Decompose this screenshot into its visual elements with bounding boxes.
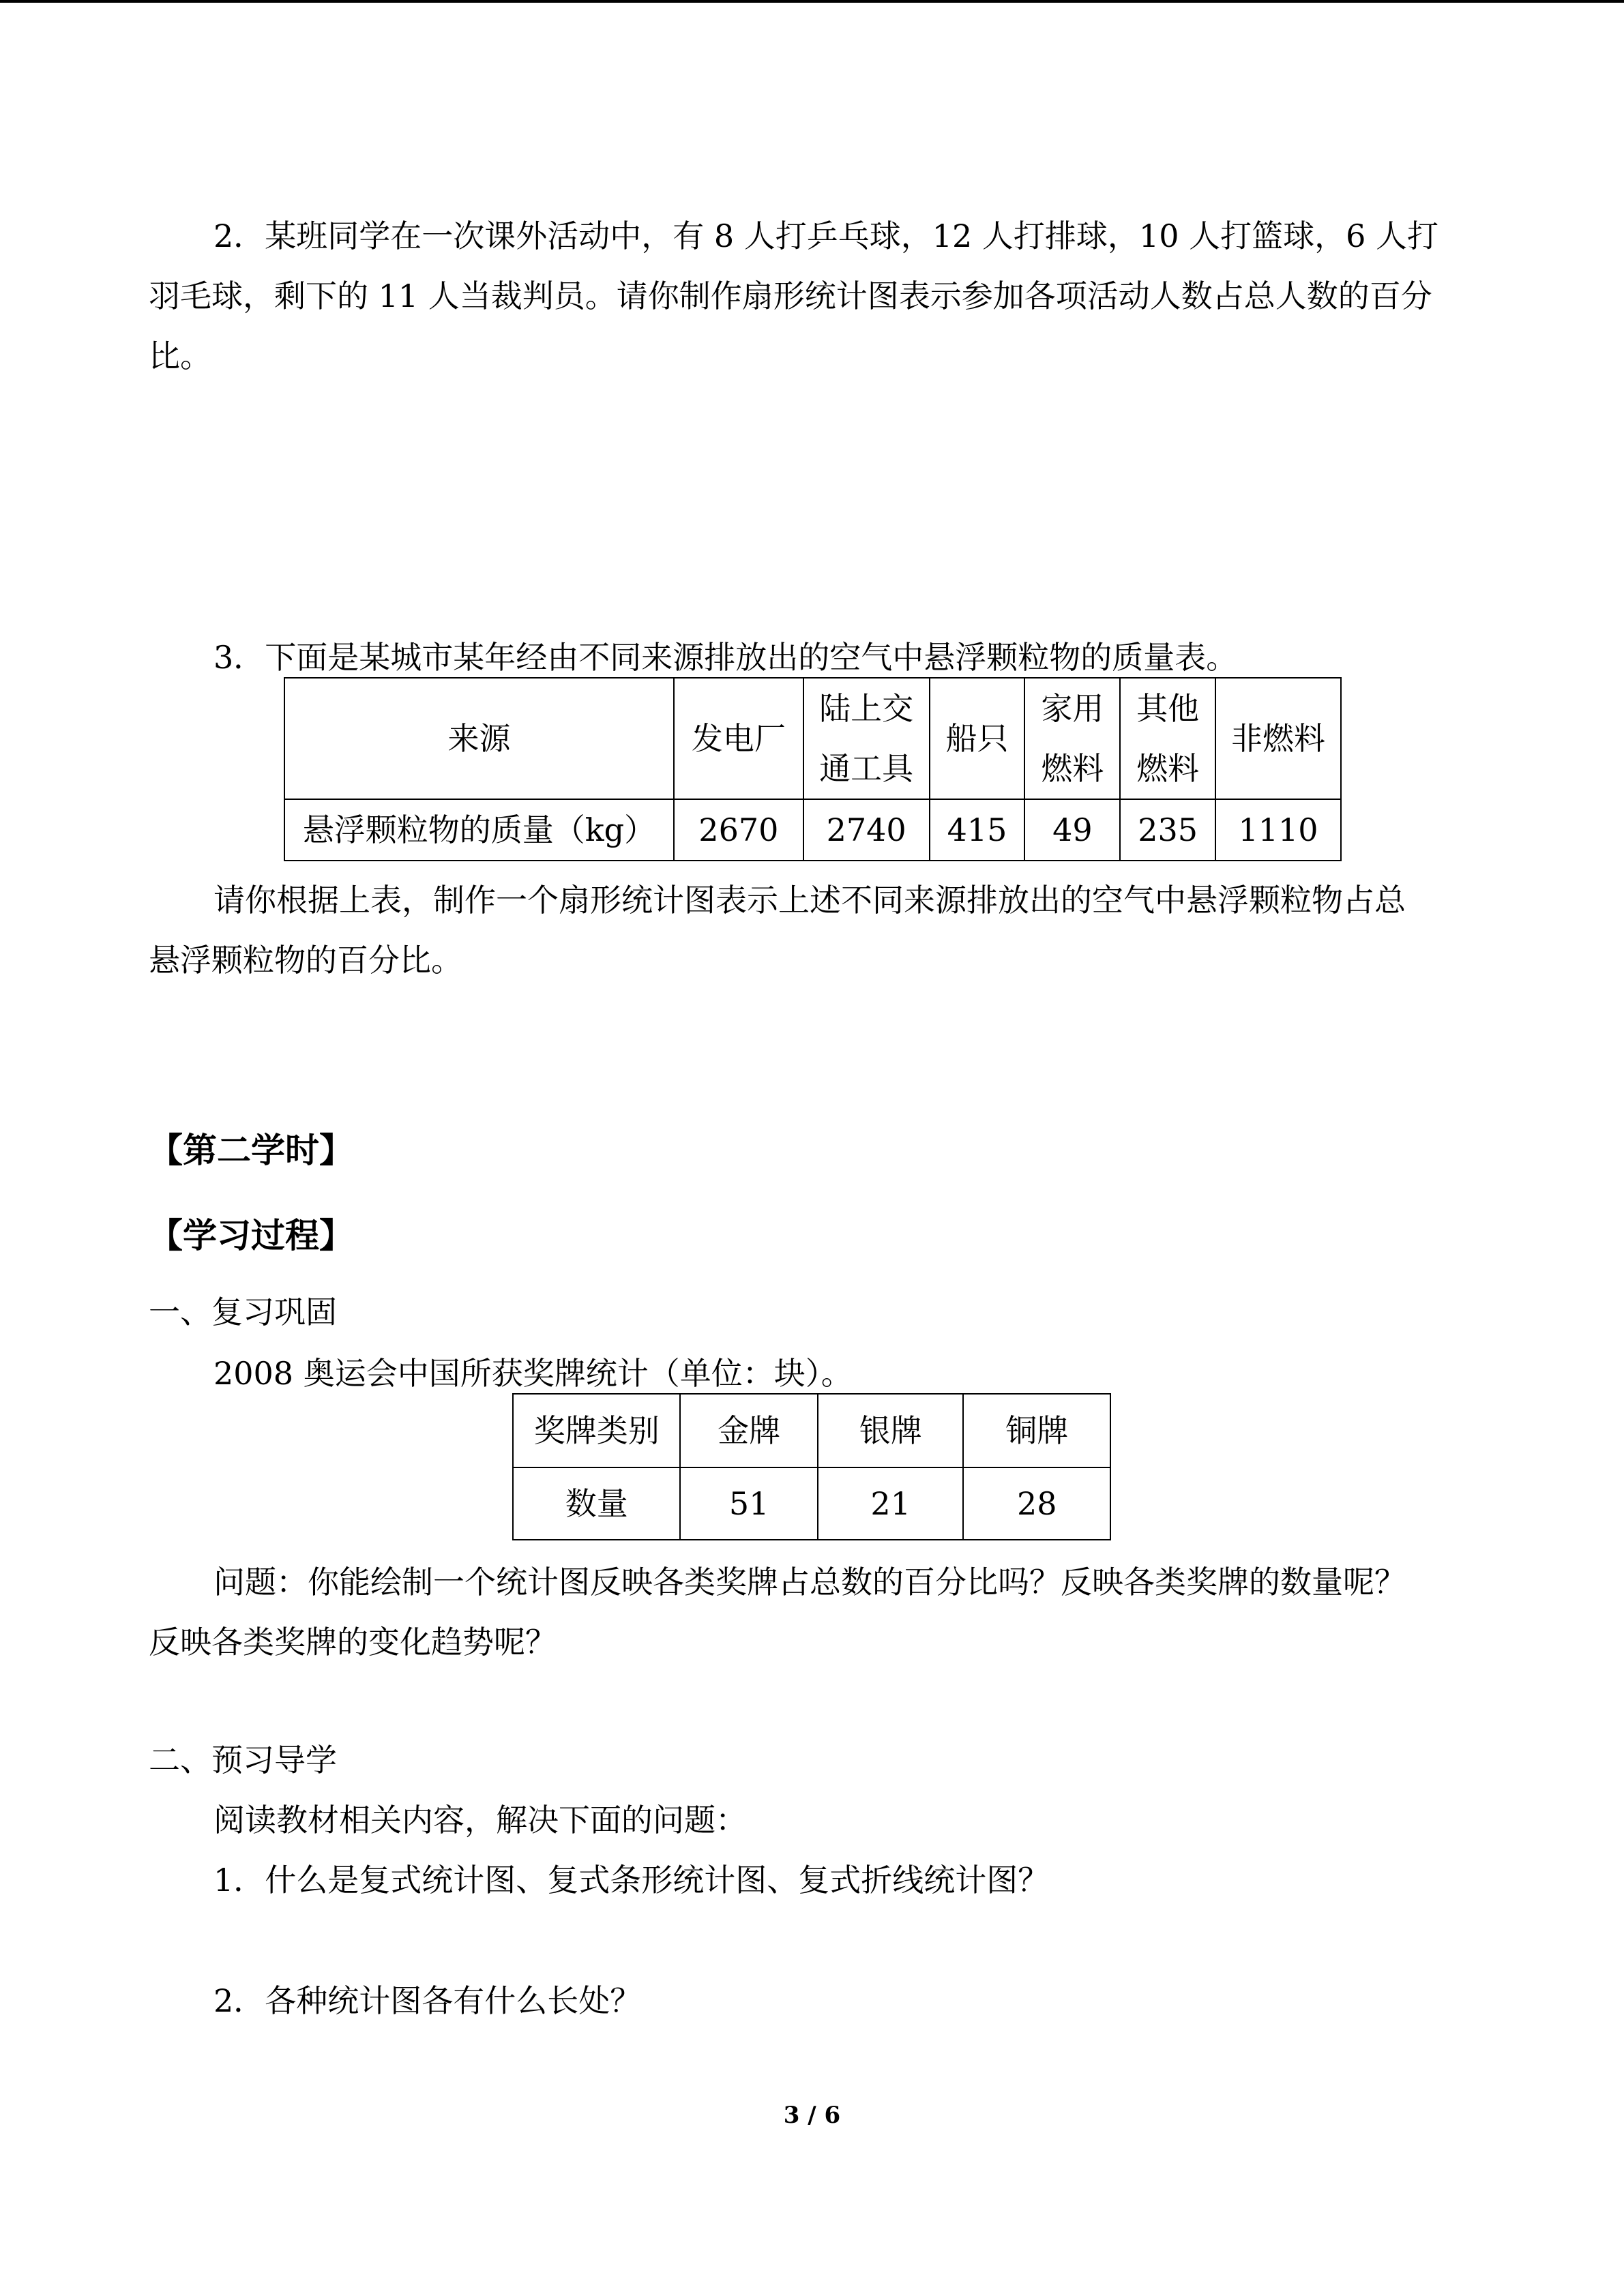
mass-row-label: 悬浮颗粒物的质量（kg） bbox=[284, 799, 674, 861]
source-name: 发电厂 bbox=[691, 720, 786, 757]
source-name: 非燃料 bbox=[1231, 720, 1326, 757]
source-cell bbox=[930, 678, 1025, 799]
source-header-label: 来源 bbox=[284, 678, 674, 799]
preview-instruction: 阅读教材相关内容，解决下面的问题： bbox=[213, 1802, 747, 1838]
problem-2-line-2: 羽毛球，剩下的 11 人当裁判员。请你制作扇形统计图表示参加各项活动人数占总人数的百分 bbox=[149, 278, 1432, 314]
source-name: 其他 bbox=[1136, 690, 1200, 727]
page-number: 3 / 6 bbox=[783, 2102, 841, 2129]
medal-table-caption: 2008 奥运会中国所获奖牌统计（单位：块）。 bbox=[213, 1355, 853, 1392]
source-cell bbox=[1024, 678, 1120, 799]
mass-value: 2740 bbox=[803, 799, 930, 861]
mass-value: 2670 bbox=[674, 799, 803, 861]
medal-header-cell: 铜牌 bbox=[963, 1394, 1110, 1467]
problem-2-line-3: 比。 bbox=[149, 338, 211, 374]
problem-2-line-1: 2．某班同学在一次课外活动中，有 8 人打乒乓球，12 人打排球，10 人打篮球，6 人打 bbox=[213, 218, 1438, 254]
medal-table bbox=[512, 1393, 1111, 1540]
section-heading-learning-process: 【学习过程】 bbox=[149, 1215, 353, 1255]
review-title: 一、复习巩固 bbox=[149, 1294, 337, 1330]
review-question-line-2: 反映各类奖牌的变化趋势呢？ bbox=[149, 1624, 557, 1660]
source-name: 燃料 bbox=[1041, 750, 1104, 787]
mass-value: 1110 bbox=[1215, 799, 1341, 861]
preview-question-1: 1．什么是复式统计图、复式条形统计图、复式折线统计图？ bbox=[213, 1862, 1050, 1898]
medal-count-cell: 数量 bbox=[513, 1467, 680, 1540]
problem-3-followup-line-1: 请你根据上表，制作一个扇形统计图表示上述不同来源排放出的空气中悬浮颗粒物占总 bbox=[213, 882, 1406, 919]
mass-row bbox=[284, 799, 1341, 861]
source-name: 燃料 bbox=[1136, 750, 1200, 787]
review-question-line-1: 问题：你能绘制一个统计图反映各类奖牌占总数的百分比吗？反映各类奖牌的数量呢？ bbox=[213, 1564, 1406, 1600]
source-name: 家用 bbox=[1041, 690, 1104, 727]
pollution-source-table bbox=[284, 677, 1342, 861]
medal-header-cell: 银牌 bbox=[818, 1394, 964, 1467]
medal-count-row bbox=[513, 1467, 1110, 1540]
medal-count-cell: 28 bbox=[963, 1467, 1110, 1540]
source-name: 通工具 bbox=[819, 750, 914, 787]
preview-question-2: 2．各种统计图各有什么长处？ bbox=[213, 1982, 642, 2019]
section-heading-lesson-two: 【第二学时】 bbox=[149, 1130, 353, 1170]
mass-value: 49 bbox=[1024, 799, 1120, 861]
source-cell bbox=[803, 678, 930, 799]
problem-3-followup-line-2: 悬浮颗粒物的百分比。 bbox=[149, 942, 462, 979]
medal-count-cell: 51 bbox=[680, 1467, 818, 1540]
medal-header-cell: 奖牌类别 bbox=[513, 1394, 680, 1467]
source-name: 陆上交 bbox=[819, 690, 914, 727]
medal-header-row bbox=[513, 1394, 1110, 1467]
source-cell bbox=[1120, 678, 1215, 799]
problem-3-intro: 3．下面是某城市某年经由不同来源排放出的空气中悬浮颗粒物的质量表。 bbox=[213, 639, 1238, 676]
medal-header-cell: 金牌 bbox=[680, 1394, 818, 1467]
source-name: 船只 bbox=[945, 720, 1009, 757]
preview-title: 二、预习导学 bbox=[149, 1742, 337, 1778]
mass-value: 415 bbox=[930, 799, 1025, 861]
source-cell bbox=[1215, 678, 1341, 799]
source-header-row bbox=[284, 678, 1341, 799]
mass-value: 235 bbox=[1120, 799, 1215, 861]
source-cell bbox=[674, 678, 803, 799]
medal-count-cell: 21 bbox=[818, 1467, 964, 1540]
